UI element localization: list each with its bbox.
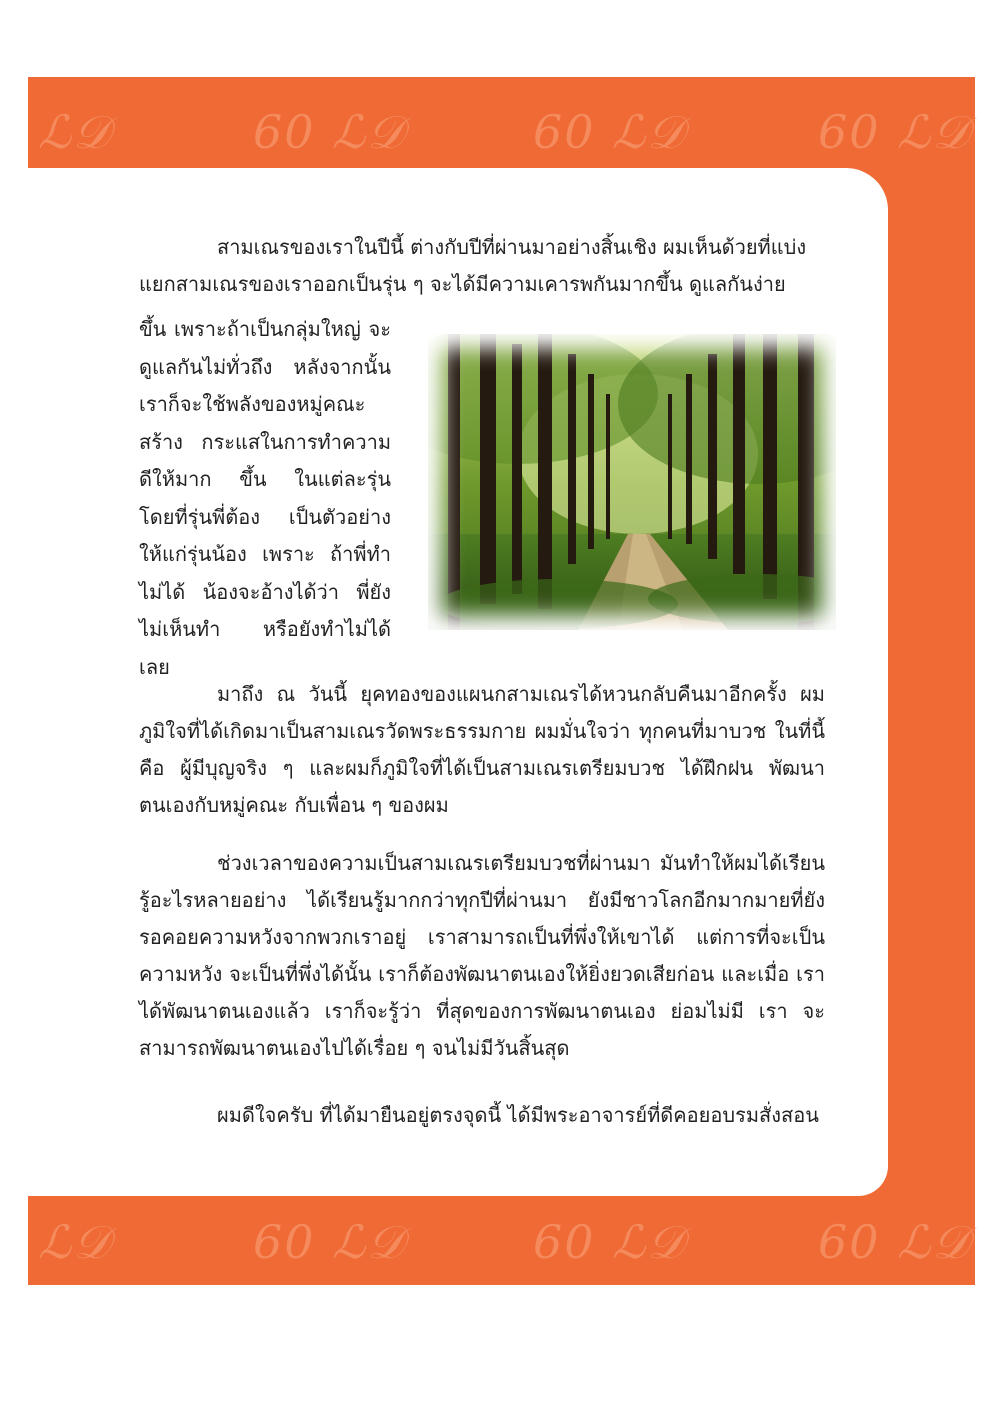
paragraph-text: มาถึง ณ วันนี้ ยุคทองของแผนกสามเณรได้หวนกลับคืนมาอีกครั้ง ผมภูมิใจที่ได้เกิดมาเป็นสามเณรวัดพระธรรมกาย ผมมั่นใจว่า ทุกคนที่มาบวช ในที่นี้คือ ผู้มีบุญจริง ๆ และผมก็ภูมิใจที่ได้เป็นสามเณรเตรียมบวช ได้ฝึกฝน พัฒนาตนเองกับหมู่คณะ กับเพื่อน ๆ ของผม — [139, 682, 825, 817]
watermark-logo: 60 ℒ𝒟 — [818, 105, 971, 159]
paragraph-line: สามเณรของเราในปีนี้ ต่างกับปีที่ผ่านมาอย่างสิ้นเชิง ผมเห็นด้วยที่แบ่ง — [217, 235, 807, 259]
watermark-logo: 60 ℒ𝒟 — [818, 1215, 971, 1269]
paragraph-line: แยกสามเณรของเราออกเป็นรุ่น ๆ จะได้มีความเคารพกันมากขึ้น ดูแลกันง่าย — [139, 272, 786, 296]
paragraph-3 — [139, 845, 825, 1067]
paragraph-4 — [139, 1097, 825, 1134]
paragraph-1-column — [139, 311, 391, 686]
watermark-logo: 60 ℒ𝒟 — [253, 105, 406, 159]
paragraph-1-lead — [139, 229, 825, 303]
forest-road-photo — [428, 334, 836, 630]
paragraph-text: ผมดีใจครับ ที่ได้มายืนอยู่ตรงจุดนี้ ได้มีพระอาจารย์ที่ดีคอยอบรมสั่งสอน — [217, 1103, 819, 1127]
paragraph-text: ช่วงเวลาของความเป็นสามเณรเตรียมบวชที่ผ่านมา มันทำให้ผมได้เรียน รู้อะไรหลายอย่าง ได้เรียนรู้มากกว่าทุกปีที่ผ่านมา ยังมีชาวโลกอีกมากมายที่ยัง รอคอยความหวังจากพวกเราอยู่ เราสามารถเป็นที่พึ่งให้เขาได้ แต่การที่จะเป็น ความหวัง จะเป็นที่พึ่งได้นั้น เราก็ต้องพัฒนาตนเองให้ยิ่งยวดเสียก่อน และเมื่อ เราได้พัฒนาตนเองแล้ว เราก็จะรู้ว่า ที่สุดของการพัฒนาตนเอง ย่อมไม่มี เรา จะสามารถพัฒนาตนเองไปได้เรื่อย ๆ จนไม่มีวันสิ้นสุด — [139, 851, 825, 1060]
watermark-logo: 60 ℒ𝒟 — [533, 1215, 686, 1269]
watermark-logo: 60 ℒ𝒟 — [533, 105, 686, 159]
forest-illustration — [428, 334, 836, 630]
watermark-logo: 60 ℒ𝒟 — [253, 1215, 406, 1269]
paragraph-2 — [139, 676, 825, 824]
column-text: ขึ้น เพราะถ้าเป็นกลุ่มใหญ่ จะดูแลกันไม่ทั่วถึง หลังจากนั้น เราก็จะใช้พลังของหมู่คณะสร้าง กระแสในการทำความดีให้มาก ขึ้น ในแต่ละรุ่น โดยที่รุ่นพี่ต้อง เป็นตัวอย่างให้แก่รุ่นน้อง เพราะ ถ้าพี่ทำไม่ได้ น้องจะอ้างได้ว่า พี่ยังไม่เห็นทำ หรือยังทำไม่ได้ เลย — [139, 317, 391, 679]
watermark-logo: ℒ𝒟 — [38, 105, 112, 159]
watermark-logo: ℒ𝒟 — [38, 1215, 112, 1269]
